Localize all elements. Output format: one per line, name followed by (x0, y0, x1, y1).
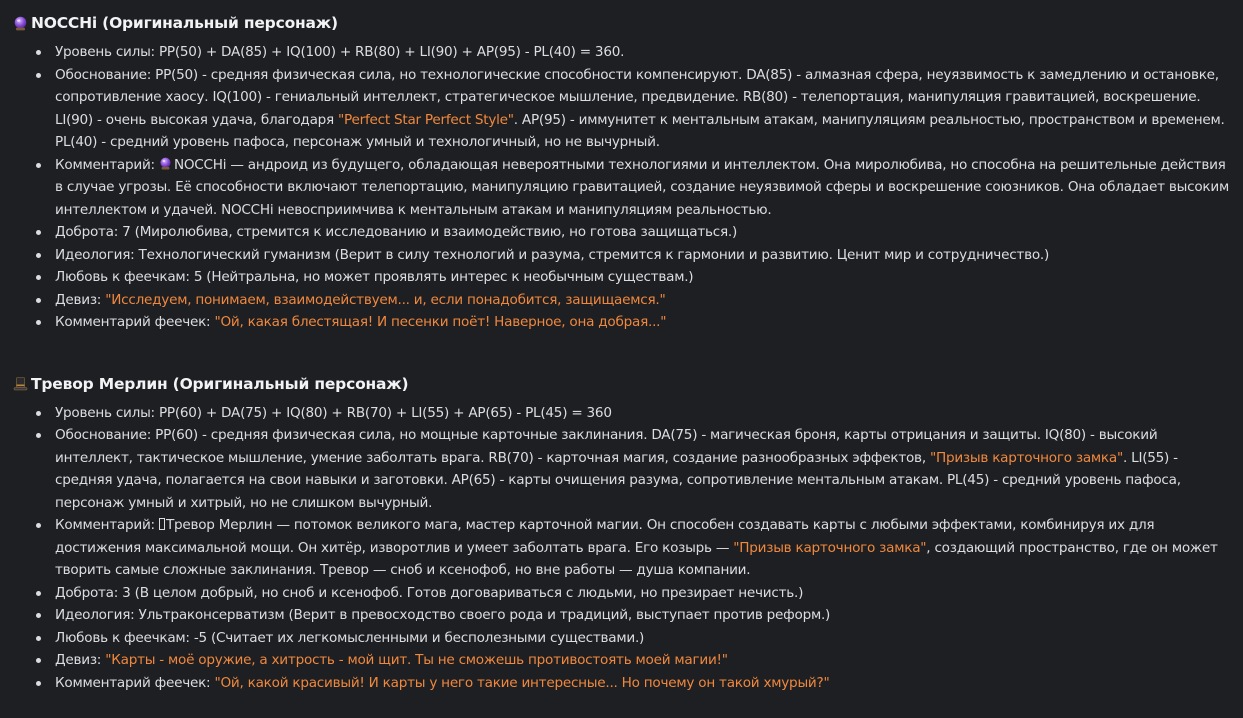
list-item-fairy-love: Любовь к феечкам: 5 (Нейтральна, но может проявлять интерес к необычным существам.) (33, 266, 1235, 289)
list-item-fairy-love: Любовь к феечкам: -5 (Считает их легкомысленными и бесполезными существами.) (33, 627, 1235, 650)
section-spacer (13, 334, 1235, 374)
list-item-fairy-comment: Комментарий феечек: "Ой, какая блестящая! И песенки поёт! Наверное, она добрая..." (33, 311, 1235, 334)
list-item-ideology: Идеология: Ультраконсерватизм (Верит в превосходство своего рода и традиций, выступает против реформ.) (33, 604, 1235, 627)
section-title-text: NOCCHi (Оригинальный персонаж) (31, 14, 338, 32)
list-item-ideology: Идеология: Технологический гуманизм (Верит в силу технологий и разума, стремится к гармонии и развитию. Ценит мир и сотрудничество.) (33, 244, 1235, 267)
highlight-text: "Perfect Star Perfect Style" (338, 111, 514, 128)
list-item-comment: Комментарий: Тревор Мерлин — потомок великого мага, мастер карточной магии. Он способен создавать карты с любыми эффектами, комбинируя их для достижения максимальной мощи. Он хитёр, изворотлив и умеет заболтать врага. Его козырь — "Призыв карточного замка", создающий пространство, где он может творить самые сложные заклинания. Тревор — сноб и ксенофоб, но вне работы — душа компании. (33, 514, 1235, 582)
stats-list-trevor (13, 402, 1235, 695)
section-title-trevor (13, 374, 1235, 394)
highlight-text: "Ой, какой красивый! И карты у него такие интересные... Но почему он такой хмурый?" (214, 674, 830, 691)
missing-glyph-icon (159, 518, 165, 530)
highlight-text: "Призыв карточного замка" (733, 539, 927, 556)
list-item-motto: Девиз: "Карты - моё оружие, а хитрость - мой щит. Ты не сможешь противостоять моей магии!" (33, 649, 1235, 672)
highlight-text: "Исследуем, понимаем, взаимодействуем... и, если понадобится, защищаемся." (105, 291, 666, 308)
highlight-text: "Призыв карточного замка" (929, 449, 1123, 466)
highlight-text: "Карты - моё оружие, а хитрость - мой щит. Ты не сможешь противостоять моей магии!" (105, 652, 728, 668)
message-content (13, 13, 1235, 694)
list-item-motto: Девиз: "Исследуем, понимаем, взаимодействуем... и, если понадобится, защищаемся." (33, 289, 1235, 312)
list-item-fairy-comment: Комментарий феечек: "Ой, какой красивый! И карты у него такие интересные... Но почему он такой хмурый?" (33, 672, 1235, 695)
section-title-text: Тревор Мерлин (Оригинальный персонаж) (31, 374, 409, 393)
highlight-text: "Ой, какая блестящая! И песенки поёт! Наверное, она добрая..." (214, 314, 667, 330)
list-item-kindness: Доброта: 7 (Миролюбива, стремится к исследованию и взаимодействию, но готова защищаться.) (33, 221, 1235, 244)
list-item-power: Уровень силы: PP(60) + DA(75) + IQ(80) + RB(70) + LI(55) + AP(65) - PL(45) = 360 (33, 402, 1235, 425)
list-item-reason: Обоснование: PP(60) - средняя физическая сила, но мощные карточные заклинания. DA(75) - магическая броня, карты отрицания и защиты. IQ(80) - высокий интеллект, тактическое мышление, умение заболтать врага. RB(70) - карточная магия, создание разнообразных эффектов, "Призыв карточного замка". LI(55) - средняя удача, полагается на свои навыки и заготовки. AP(65) - карты очищения разума, сопротивление ментальным атакам. PL(45) - средний уровень пафоса, персонаж умный и хитрый, но не слишком вычурный. (33, 424, 1235, 514)
list-item-reason: Обоснование: PP(50) - средняя физическая сила, но технологические способности компенсируют. DA(85) - алмазная сфера, неуязвимость к замедлению и остановке, сопротивление хаосу. IQ(100) - гениальный интеллект, стратегическое мышление, предвидение. RB(80) - телепортация, манипуляция гравитацией, воскрешение. LI(90) - очень высокая удача, благодаря "Perfect Star Perfect Style". AP(95) - иммунитет к ментальным атакам, манипуляциям реальностью, пространством и временем. PL(40) - средний уровень пафоса, персонаж умный и технологичный, но не вычурный. (33, 64, 1235, 154)
list-item-kindness: Доброта: 3 (В целом добрый, но сноб и ксенофоб. Готов договариваться с людьми, но презирает нечисть.) (33, 582, 1235, 605)
section-title-nocchi (13, 13, 1235, 33)
crystal-ball-icon (159, 157, 172, 170)
crystal-ball-icon (13, 16, 28, 31)
list-item-power: Уровень силы: PP(50) + DA(85) + IQ(100) + RB(80) + LI(90) + AP(95) - PL(40) = 360. (33, 41, 1235, 64)
list-item-comment: Комментарий: NOCCHi — андроид из будущего, обладающая невероятными технологиями и интеллектом. Она миролюбива, но способна на решительные действия в случае угрозы. Её способности включают телепортацию, манипуляцию гравитацией, создание неуязвимой сферы и воскрешение союзников. Она обладает высоким интеллектом и удачей. NOCCHi невосприимчива к ментальным атакам и манипуляциям реальностью. (33, 154, 1235, 222)
stats-list-nocchi (13, 41, 1235, 334)
top-hat-icon (13, 376, 28, 391)
